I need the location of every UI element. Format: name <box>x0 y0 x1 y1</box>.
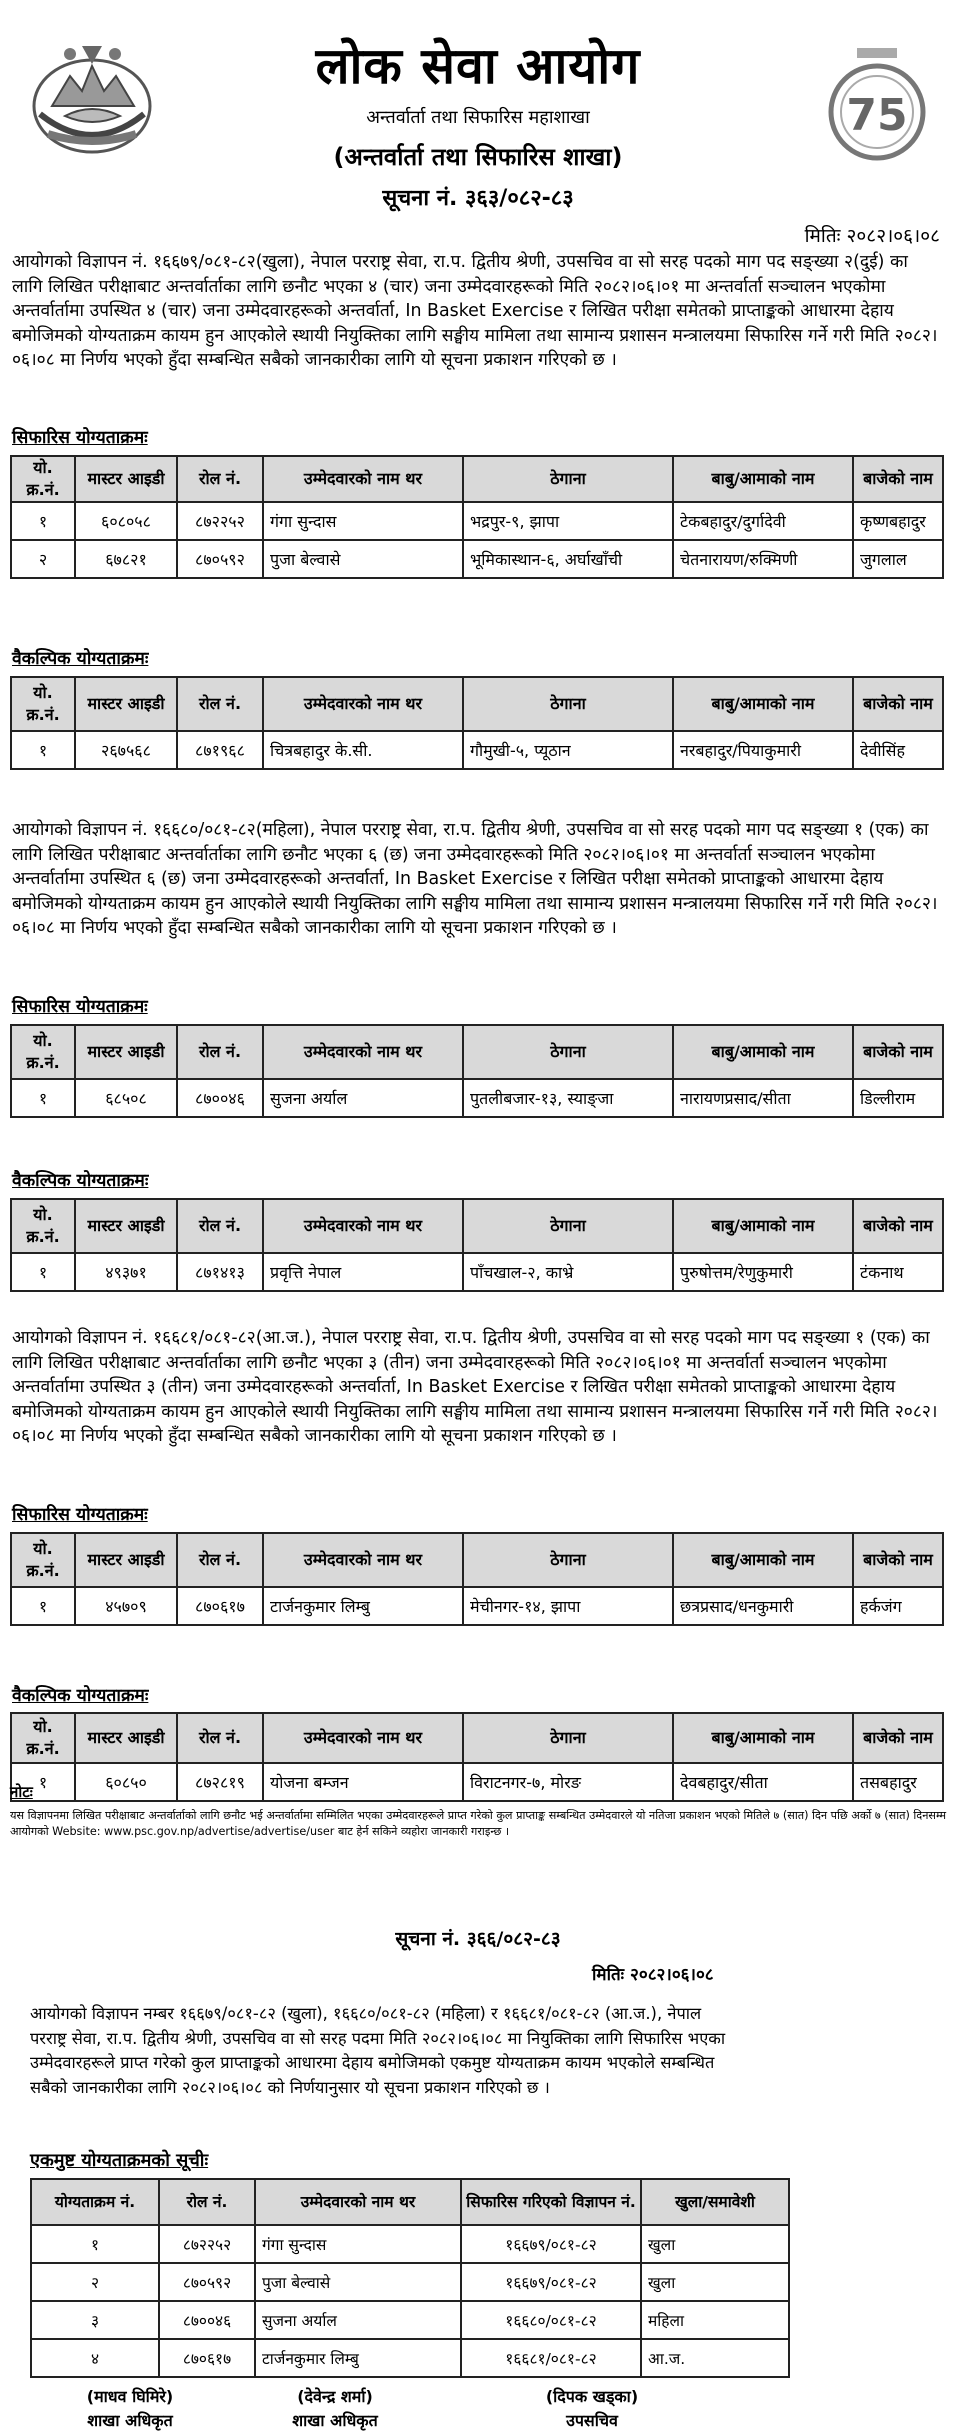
table-header-row: यो. क्र.नं. मास्टर आइडी रोल नं. उम्मेदवारको नाम थर ठेगाना बाबु/आमाको नाम बाजेको नाम <box>11 456 943 502</box>
table-header-row: यो. क्र.नं. मास्टर आइडी रोल नं. उम्मेदवारको नाम थर ठेगाना बाबु/आमाको नाम बाजेको नाम <box>11 1199 943 1253</box>
table-row: ४ ८७०६१७ टार्जनकुमार लिम्बु १६६८१/०८१-८२ आ.ज. <box>31 2339 789 2377</box>
anniversary-logo-icon <box>822 40 932 170</box>
notice-date: मितिः २०८२।०६।०८ <box>804 225 940 247</box>
table-row: २ ८७०५९२ पुजा बेल्वासे १६६७९/०८१-८२ खुला <box>31 2263 789 2301</box>
block2-alt-table <box>10 1198 944 1292</box>
notice2-paragraph: आयोगको विज्ञापन नम्बर १६६७९/०८१-८२ (खुला), १६६८०/०८१-८२ (महिला) र १६६८१/०८१-८२ (आ.ज.), नेपाल परराष्ट्र सेवा, रा.प. द्वितीय श्रेणी, उपसचिव वा सो सरह पदमा मिति २०८२।०६।०८ मा नियुक्तिका लागि सिफारिस भएका उम्मेदवारहरूले प्राप्त गरेको कुल प्राप्ताङ्कको आधारमा देहाय बमोजिमको एकमुष्ट योग्यताक्रम कायम भएकोले सम्बन्धित सबैको जानकारीका लागि २०८२।०६।०८ को निर्णयानुसार यो सूचना प्रकाशन गरिएको छ । <box>30 2004 726 2097</box>
signature-3: (दिपक खड्का) उपसचिव <box>545 2387 639 2430</box>
notice2-list-title: एकमुष्ट योग्यताक्रमको सूचीः <box>30 2150 209 2171</box>
table-header-row: यो. क्र.नं. मास्टर आइडी रोल नं. उम्मेदवारको नाम थर ठेगाना बाबु/आमाको नाम बाजेको नाम <box>11 1713 943 1763</box>
block1-alt-title: वैकल्पिक योग्यताक्रमः <box>12 649 149 669</box>
anniversary-mark: 75 <box>846 90 908 141</box>
division-title: अन्तर्वार्ता तथा सिफारिस महाशाखा <box>366 107 590 128</box>
block3-alt-title: वैकल्पिक योग्यताक्रमः <box>12 1686 149 1706</box>
block2-rec-title: सिफारिस योग्यताक्रमः <box>12 997 148 1017</box>
block1-rec-table <box>10 455 944 579</box>
merit-list-table <box>30 2178 790 2378</box>
table-row: ३ ८७००४६ सुजना अर्याल १६६८०/०८१-८२ महिला <box>31 2301 789 2339</box>
block3-rec-title: सिफारिस योग्यताक्रमः <box>12 1505 148 1525</box>
signature-2: (देवेन्द्र शर्मा) शाखा अधिकृत <box>292 2387 378 2430</box>
table-row: १ ४५७०९ ८७०६१७ टार्जनकुमार लिम्बु मेचीनगर-१४, झापा छत्रप्रसाद/धनकुमारी हर्कजंग <box>11 1587 943 1625</box>
block2-rec-table <box>10 1024 944 1118</box>
table-header-row: यो. क्र.नं. मास्टर आइडी रोल नं. उम्मेदवारको नाम थर ठेगाना बाबु/आमाको नाम बाजेको नाम <box>11 1025 943 1079</box>
notice2-date: मितिः २०८२।०६।०८ <box>592 1965 714 1985</box>
table-header-row: योग्यताक्रम नं. रोल नं. उम्मेदवारको नाम थर सिफारिस गरिएको विज्ञापन नं. खुला/समावेशी <box>31 2179 789 2225</box>
notice-number: सूचना नं. ३६३/०८२-८३ <box>382 186 574 211</box>
header <box>0 0 956 225</box>
block1-paragraph: आयोगको विज्ञापन नं. १६६७९/०८१-८२(खुला), नेपाल परराष्ट्र सेवा, रा.प. द्वितीय श्रेणी, उपसचिव वा सो सरह पदको माग पद सङ्ख्या २(दुई) का लागि लिखित परीक्षाबाट अन्तर्वार्ताका लागि छनौट भएका ४ (चार) जना उम्मेदवारहरूको मिति २०८२।०६।०१ मा अन्तर्वार्ता सञ्चालन भएकोमा अन्तर्वार्तामा उपस्थित ४ (चार) जना उम्मेदवारहरूको अन्तर्वार्ता, In Basket Exercise र लिखित परीक्षा समेतको प्राप्ताङ्कको आधारमा देहाय बमोजिमको योग्यताक्रम कायम हुन आएकोले स्थायी नियुक्तिका लागि सङ्घीय मामिला तथा सामान्य प्रशासन मन्त्रालयमा सिफारिस गर्ने गरी मिति २०८२।०६।०८ मा निर्णय भएको हुँदा सम्बन्धित सबैको जानकारीका लागि यो सूचना प्रकाशन गरिएको छ । <box>12 252 938 370</box>
table-row: १ ६०८०५८ ८७२२५२ गंगा सुन्दास भद्रपुर-९, झापा टेकबहादुर/दुर्गादेवी कृष्णबहादुर <box>11 502 943 540</box>
note-text: यस विज्ञापनमा लिखित परीक्षाबाट अन्तर्वार्ताको लागि छनौट भई अन्तर्वार्तामा सम्मिलित भएका उम्मेदवारहरूले प्राप्त गरेको कुल प्राप्ताङ्क सम्बन्धित उम्मेदवारले यो नतिजा प्रकाशन भएको मितिले ७ (सात) दिन पछि अर्को ७ (सात) दिनसम्म आयोगको Website: www.psc.gov.np/advertise/advertise/user बाट हेर्न सकिने व्यहोरा जानकारी गराइन्छ । <box>10 1809 947 1838</box>
table-row: १ ४९३७१ ८७१४१३ प्रवृत्ति नेपाल पाँचखाल-२, काभ्रे पुरुषोत्तम/रेणुकुमारी टंकनाथ <box>11 1253 943 1291</box>
signature-1: (माधव घिमिरे) शाखा अधिकृत <box>86 2387 174 2430</box>
note-title: नोटः <box>10 1783 33 1801</box>
table-header-row: यो. क्र.नं. मास्टर आइडी रोल नं. उम्मेदवारको नाम थर ठेगाना बाबु/आमाको नाम बाजेको नाम <box>11 677 943 731</box>
block2-alt-title: वैकल्पिक योग्यताक्रमः <box>12 1171 149 1191</box>
block1-rec-title: सिफारिस योग्यताक्रमः <box>12 428 148 448</box>
table-row: १ २६७५६८ ८७१९६८ चित्रबहादुर के.सी. गौमुखी-५, प्यूठान नरबहादुर/पियाकुमारी देवीसिंह <box>11 731 943 769</box>
table-row: २ ६७८२१ ८७०५९२ पुजा बेल्वासे भूमिकास्थान-६, अर्घाखाँची चेतनारायण/रुक्मिणी जुगलाल <box>11 540 943 578</box>
notice2-title: सूचना नं. ३६६/०८२-८३ <box>395 1928 561 1950</box>
block3-paragraph: आयोगको विज्ञापन नं. १६६८१/०८१-८२(आ.ज.), नेपाल परराष्ट्र सेवा, रा.प. द्वितीय श्रेणी, उपसचिव वा सो सरह पदको माग पद सङ्ख्या १ (एक) का लागि लिखित परीक्षाबाट अन्तर्वार्ताका लागि छनौट भएका ३ (तीन) जना उम्मेदवारहरूको मिति २०८२।०६।०१ मा अन्तर्वार्ता सञ्चालन भएकोमा अन्तर्वार्तामा उपस्थित ३ (तीन) जना उम्मेदवारहरूको अन्तर्वार्ता, In Basket Exercise र लिखित परीक्षा समेतको प्राप्ताङ्कको आधारमा देहाय बमोजिमको योग्यताक्रम कायम हुन आएकोले स्थायी नियुक्तिका लागि सङ्घीय मामिला तथा सामान्य प्रशासन मन्त्रालयमा सिफारिस गर्ने गरी मिति २०८२।०६।०८ मा निर्णय भएको हुँदा सम्बन्धित सबैको जानकारीका लागि यो सूचना प्रकाशन गरिएको छ । <box>12 1328 938 1446</box>
table-row: १ ८७२२५२ गंगा सुन्दास १६६७९/०८१-८२ खुला <box>31 2225 789 2263</box>
org-title: लोक सेवा आयोग <box>315 37 641 95</box>
block2-paragraph: आयोगको विज्ञापन नं. १६६८०/०८१-८२(महिला), नेपाल परराष्ट्र सेवा, रा.प. द्वितीय श्रेणी, उपसचिव वा सो सरह पदको माग पद सङ्ख्या १ (एक) का लागि लिखित परीक्षाबाट अन्तर्वार्ताका लागि छनौट भएका ६ (छ) जना उम्मेदवारहरूको मिति २०८२।०६।०१ मा अन्तर्वार्ता सञ्चालन भएकोमा अन्तर्वार्तामा उपस्थित ६ (छ) जना उम्मेदवारहरूको अन्तर्वार्ता, In Basket Exercise र लिखित परीक्षा समेतको प्राप्ताङ्कको आधारमा देहाय बमोजिमको योग्यताक्रम कायम हुन आएकोले स्थायी नियुक्तिका लागि सङ्घीय मामिला तथा सामान्य प्रशासन मन्त्रालयमा सिफारिस गर्ने गरी मिति २०८२।०६।०८ मा निर्णय भएको हुँदा सम्बन्धित सबैको जानकारीका लागि यो सूचना प्रकाशन गरिएको छ । <box>12 820 938 938</box>
block3-alt-table <box>10 1712 944 1802</box>
block3-rec-table <box>10 1532 944 1626</box>
section-title: (अन्तर्वार्ता तथा सिफारिस शाखा) <box>333 143 623 171</box>
table-row: १ ६८५०८ ८७००४६ सुजना अर्याल पुतलीबजार-१३, स्याङ्जा नारायणप्रसाद/सीता डिल्लीराम <box>11 1079 943 1117</box>
table-header-row: यो. क्र.नं. मास्टर आइडी रोल नं. उम्मेदवारको नाम थर ठेगाना बाबु/आमाको नाम बाजेको नाम <box>11 1533 943 1587</box>
block1-alt-table <box>10 676 944 770</box>
table-row: १ ६०८५० ८७२८१९ योजना बम्जन विराटनगर-७, मोरङ देवबहादुर/सीता तसबहादुर <box>11 1763 943 1801</box>
